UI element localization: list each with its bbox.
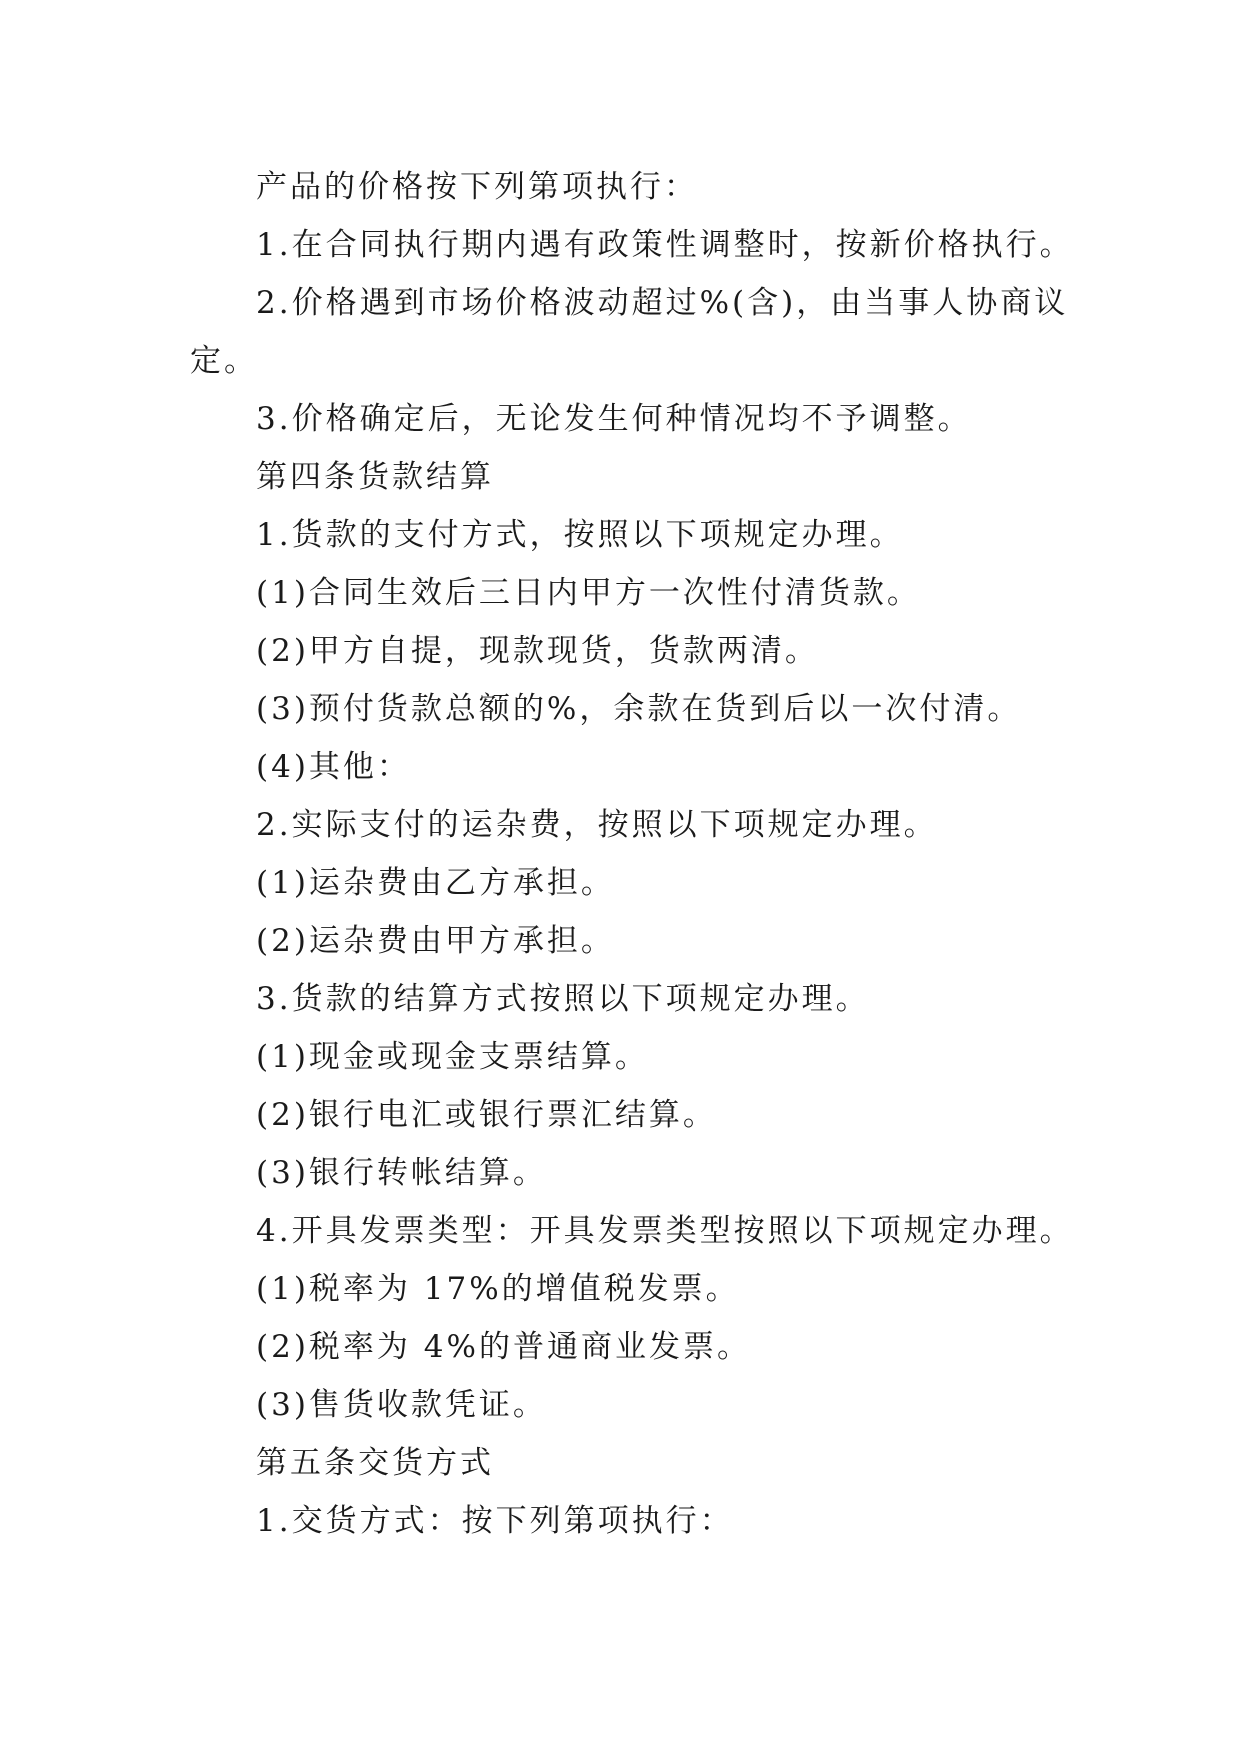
text-line: (2)税率为 4%的普通商业发票。	[256, 1329, 751, 1365]
text-line: (3)银行转帐结算。	[256, 1155, 547, 1191]
text-line: (3)售货收款凭证。	[256, 1387, 547, 1423]
text-line: 2.实际支付的运杂费，按照以下项规定办理。	[256, 807, 938, 843]
text-line: (2)银行电汇或银行票汇结算。	[256, 1097, 717, 1133]
text-line: 4.开具发票类型：开具发票类型按照以下项规定办理。	[256, 1213, 1074, 1249]
text-line: 1.交货方式：按下列第项执行：	[256, 1503, 734, 1539]
text-line: 3.货款的结算方式按照以下项规定办理。	[256, 981, 870, 1017]
text-line: 1.货款的支付方式，按照以下项规定办理。	[256, 517, 904, 553]
text-line: (4)其他：	[256, 749, 411, 785]
text-line: (1)运杂费由乙方承担。	[256, 865, 615, 901]
section-heading: 第五条交货方式	[256, 1445, 494, 1481]
text-line: (1)现金或现金支票结算。	[256, 1039, 649, 1075]
text-line: (2)甲方自提，现款现货，货款两清。	[256, 633, 819, 669]
section-heading: 第四条货款结算	[256, 459, 494, 495]
text-line: (1)税率为 17%的增值税发票。	[256, 1271, 740, 1307]
text-line: 2.价格遇到市场价格波动超过%(含)，由当事人协商议	[256, 285, 1069, 321]
document-body	[190, 158, 1074, 1550]
text-line: (1)合同生效后三日内甲方一次性付清货款。	[256, 575, 921, 611]
text-line: 3.价格确定后，无论发生何种情况均不予调整。	[256, 401, 972, 437]
text-line: (3)预付货款总额的%，余款在货到后以一次付清。	[256, 691, 1022, 727]
text-line: 产品的价格按下列第项执行：	[256, 169, 698, 205]
text-line: 1.在合同执行期内遇有政策性调整时，按新价格执行。	[256, 227, 1074, 263]
text-line-continuation: 定。	[190, 343, 258, 379]
text-line: (2)运杂费由甲方承担。	[256, 923, 615, 959]
